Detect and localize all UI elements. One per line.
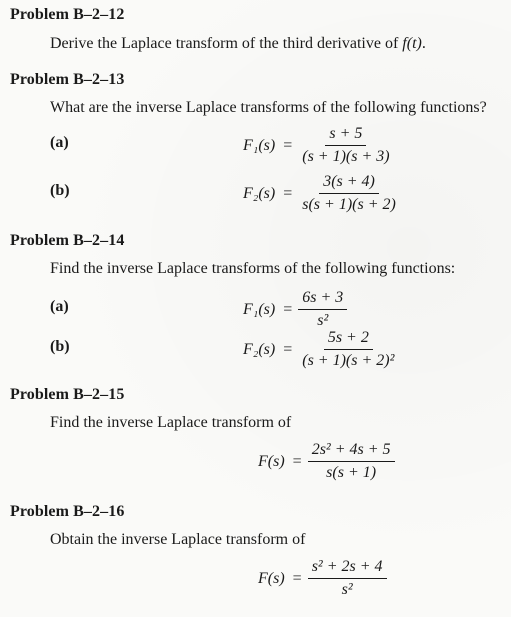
equation-b-2-16 <box>258 558 387 599</box>
equals-sign: = <box>283 136 293 154</box>
part-label-b: (b) <box>50 338 70 355</box>
problem-statement-b-2-12 <box>50 35 426 53</box>
numerator: s² + 2s + 4 <box>308 558 387 579</box>
denominator: (s + 1)(s + 2)² <box>302 352 395 369</box>
equation-lhs: F(s) <box>258 569 285 587</box>
part-label-b: (b) <box>50 182 70 199</box>
fraction <box>298 125 393 166</box>
statement-function: f(t) <box>402 35 422 52</box>
equals-sign: = <box>283 340 293 358</box>
denominator: s(s + 1)(s + 2) <box>302 196 396 213</box>
problem-statement-b-2-15: Find the inverse Laplace transform of <box>50 414 292 431</box>
equation-b-2-15 <box>258 441 395 482</box>
equals-sign: = <box>283 184 293 202</box>
numerator: 6s + 3 <box>298 289 347 310</box>
fraction <box>308 441 395 482</box>
equals-sign: = <box>283 300 293 318</box>
denominator: s² <box>341 581 353 598</box>
problem-statement-b-2-14: Find the inverse Laplace transforms of the following functions: <box>50 260 456 277</box>
fraction <box>298 329 398 370</box>
part-label-a: (a) <box>50 298 69 315</box>
equation-b-2-14-a <box>243 289 347 330</box>
equation-lhs: F₂(s) <box>243 184 276 202</box>
equation-b-2-13-b <box>243 173 400 214</box>
statement-text: Derive the Laplace transform of the third derivative of <box>50 35 403 52</box>
equation-lhs: F₁(s) <box>243 300 276 318</box>
problem-heading-b-2-14: Problem B–2–14 <box>10 232 125 249</box>
fraction <box>298 289 347 330</box>
numerator: 3(s + 4) <box>319 173 379 194</box>
problem-statement-b-2-16: Obtain the inverse Laplace transform of <box>50 531 306 548</box>
equation-lhs: F₁(s) <box>243 136 276 154</box>
fraction <box>298 173 400 214</box>
equation-b-2-14-b <box>243 329 398 370</box>
problem-heading-b-2-15: Problem B–2–15 <box>10 386 125 403</box>
equals-sign: = <box>292 452 302 470</box>
problem-heading-b-2-13: Problem B–2–13 <box>10 71 125 88</box>
numerator: s + 5 <box>325 125 366 146</box>
equation-lhs: F(s) <box>258 452 285 470</box>
numerator: 2s² + 4s + 5 <box>308 441 395 462</box>
fraction <box>308 558 387 599</box>
problem-statement-b-2-13: What are the inverse Laplace transforms of the following functions? <box>50 99 487 116</box>
numerator: 5s + 2 <box>324 329 373 350</box>
problem-heading-b-2-16: Problem B–2–16 <box>10 503 125 520</box>
part-label-a: (a) <box>50 134 69 151</box>
equation-lhs: F₂(s) <box>243 340 276 358</box>
statement-period: . <box>421 35 426 52</box>
problem-heading-b-2-12: Problem B–2–12 <box>10 6 125 23</box>
denominator: s(s + 1) <box>326 464 377 481</box>
equals-sign: = <box>292 569 302 587</box>
denominator: s² <box>317 312 329 329</box>
equation-b-2-13-a <box>243 125 394 166</box>
denominator: (s + 1)(s + 3) <box>302 148 390 165</box>
